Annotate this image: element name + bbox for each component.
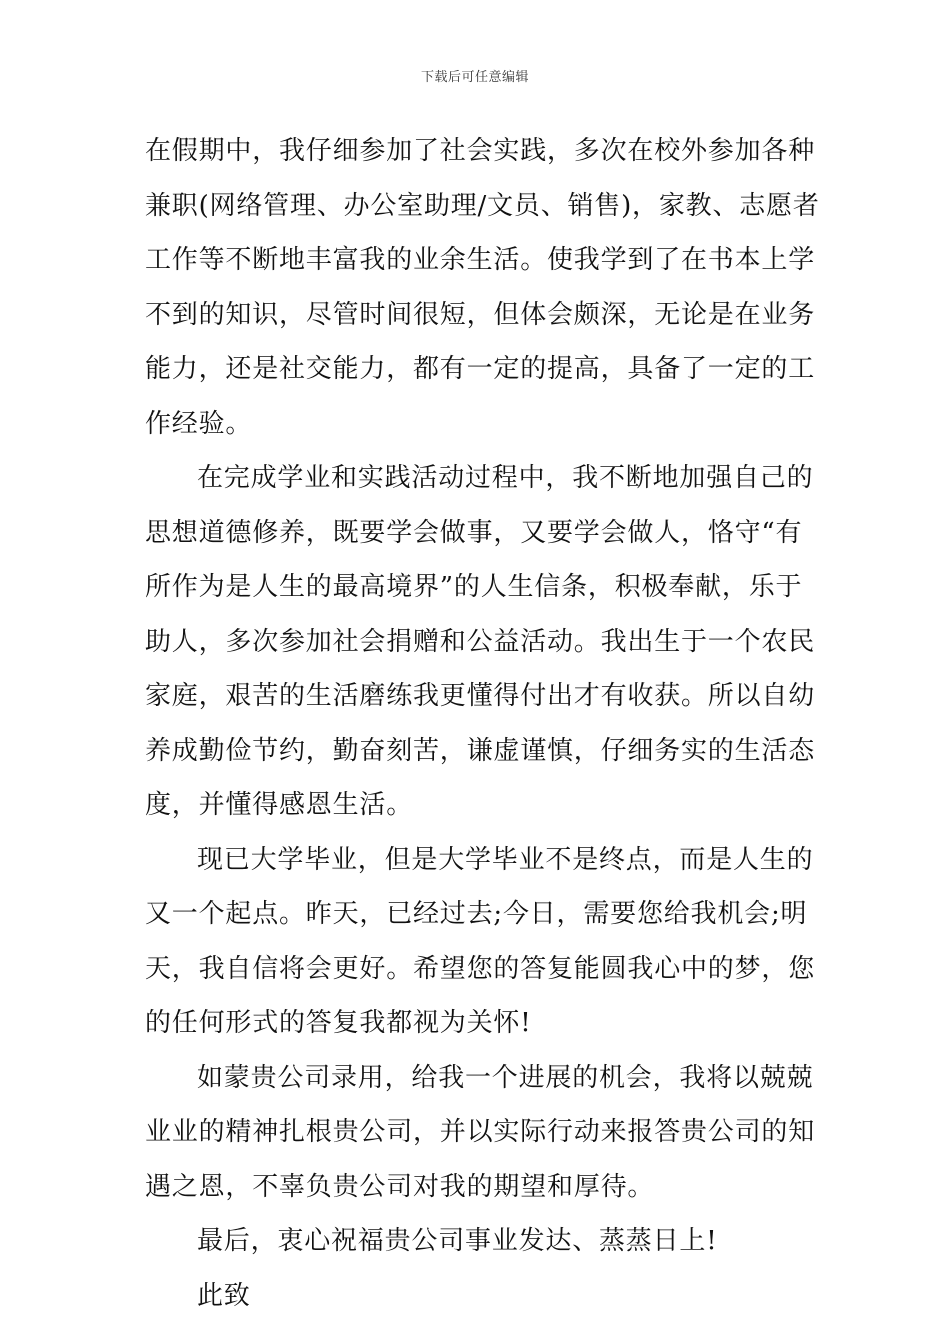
paragraph-line: 能力，还是社交能力，都有一定的提高，具备了一定的工 [145,354,816,384]
paragraph-line: 养成勤俭节约，勤奋刻苦，谦虚谨慎，仔细务实的生活态 [145,735,816,766]
paragraph-line: 不到的知识，尽管时间很短，但体会颇深，无论是在业务 [145,299,816,330]
paragraph-line: 遇之恩，不辜负贵公司对我的期望和厚待。 [145,1171,655,1202]
paragraph-line: 家庭，艰苦的生活磨练我更懂得付出才有收获。所以自幼 [145,681,816,711]
paragraph-line: 天，我自信将会更好。希望您的答复能圆我心中的梦，您 [145,953,816,984]
paragraph-line: 的任何形式的答复我都视为关怀! [145,1008,532,1038]
paragraph-line: 又一个起点。昨天，已经过去;今日，需要您给我机会;明 [145,899,808,929]
paragraph-employment [145,1051,816,1215]
paragraph-line: 现已大学毕业，但是大学毕业不是终点，而是人生的 [197,844,814,875]
paragraph-line: 作经验。 [145,408,253,439]
paragraph-closing-wish [145,1214,810,1269]
paragraph-line: 如蒙贵公司录用，给我一个进展的机会，我将以兢兢 [197,1062,814,1093]
paragraph-salutation [145,1269,810,1324]
page-header: 下载后可任意编辑 [420,70,529,85]
paragraph-line: 最后，衷心祝福贵公司事业发达、蒸蒸日上! [197,1226,718,1256]
paragraph-character [145,451,816,833]
paragraph-line: 度，并懂得感恩生活。 [145,790,414,820]
paragraph-line: 在完成学业和实践活动过程中，我不断地加强自己的 [197,463,814,493]
paragraph-line: 在假期中，我仔细参加了社会实践，多次在校外参加各种 [145,136,816,166]
paragraph-line: 业业的精神扎根贵公司，并以实际行动来报答贵公司的知 [145,1117,816,1147]
paragraph-line: 工作等不断地丰富我的业余生活。使我学到了在书本上学 [145,245,816,275]
paragraph-practice [145,124,820,451]
document-body [145,124,820,1323]
paragraph-graduation [145,833,816,1051]
paragraph-line: 兼职(网络管理、办公室助理/文员、销售)，家教、志愿者 [145,190,820,221]
paragraph-line: 所作为是人生的最高境界”的人生信条，积极奉献，乐于 [145,572,803,602]
paragraph-line: 思想道德修养，既要学会做事，又要学会做人，恪守“有 [145,517,803,548]
paragraph-line: 助人，多次参加社会捐赠和公益活动。我出生于一个农民 [145,626,816,657]
paragraph-line: 此致 [197,1280,251,1311]
